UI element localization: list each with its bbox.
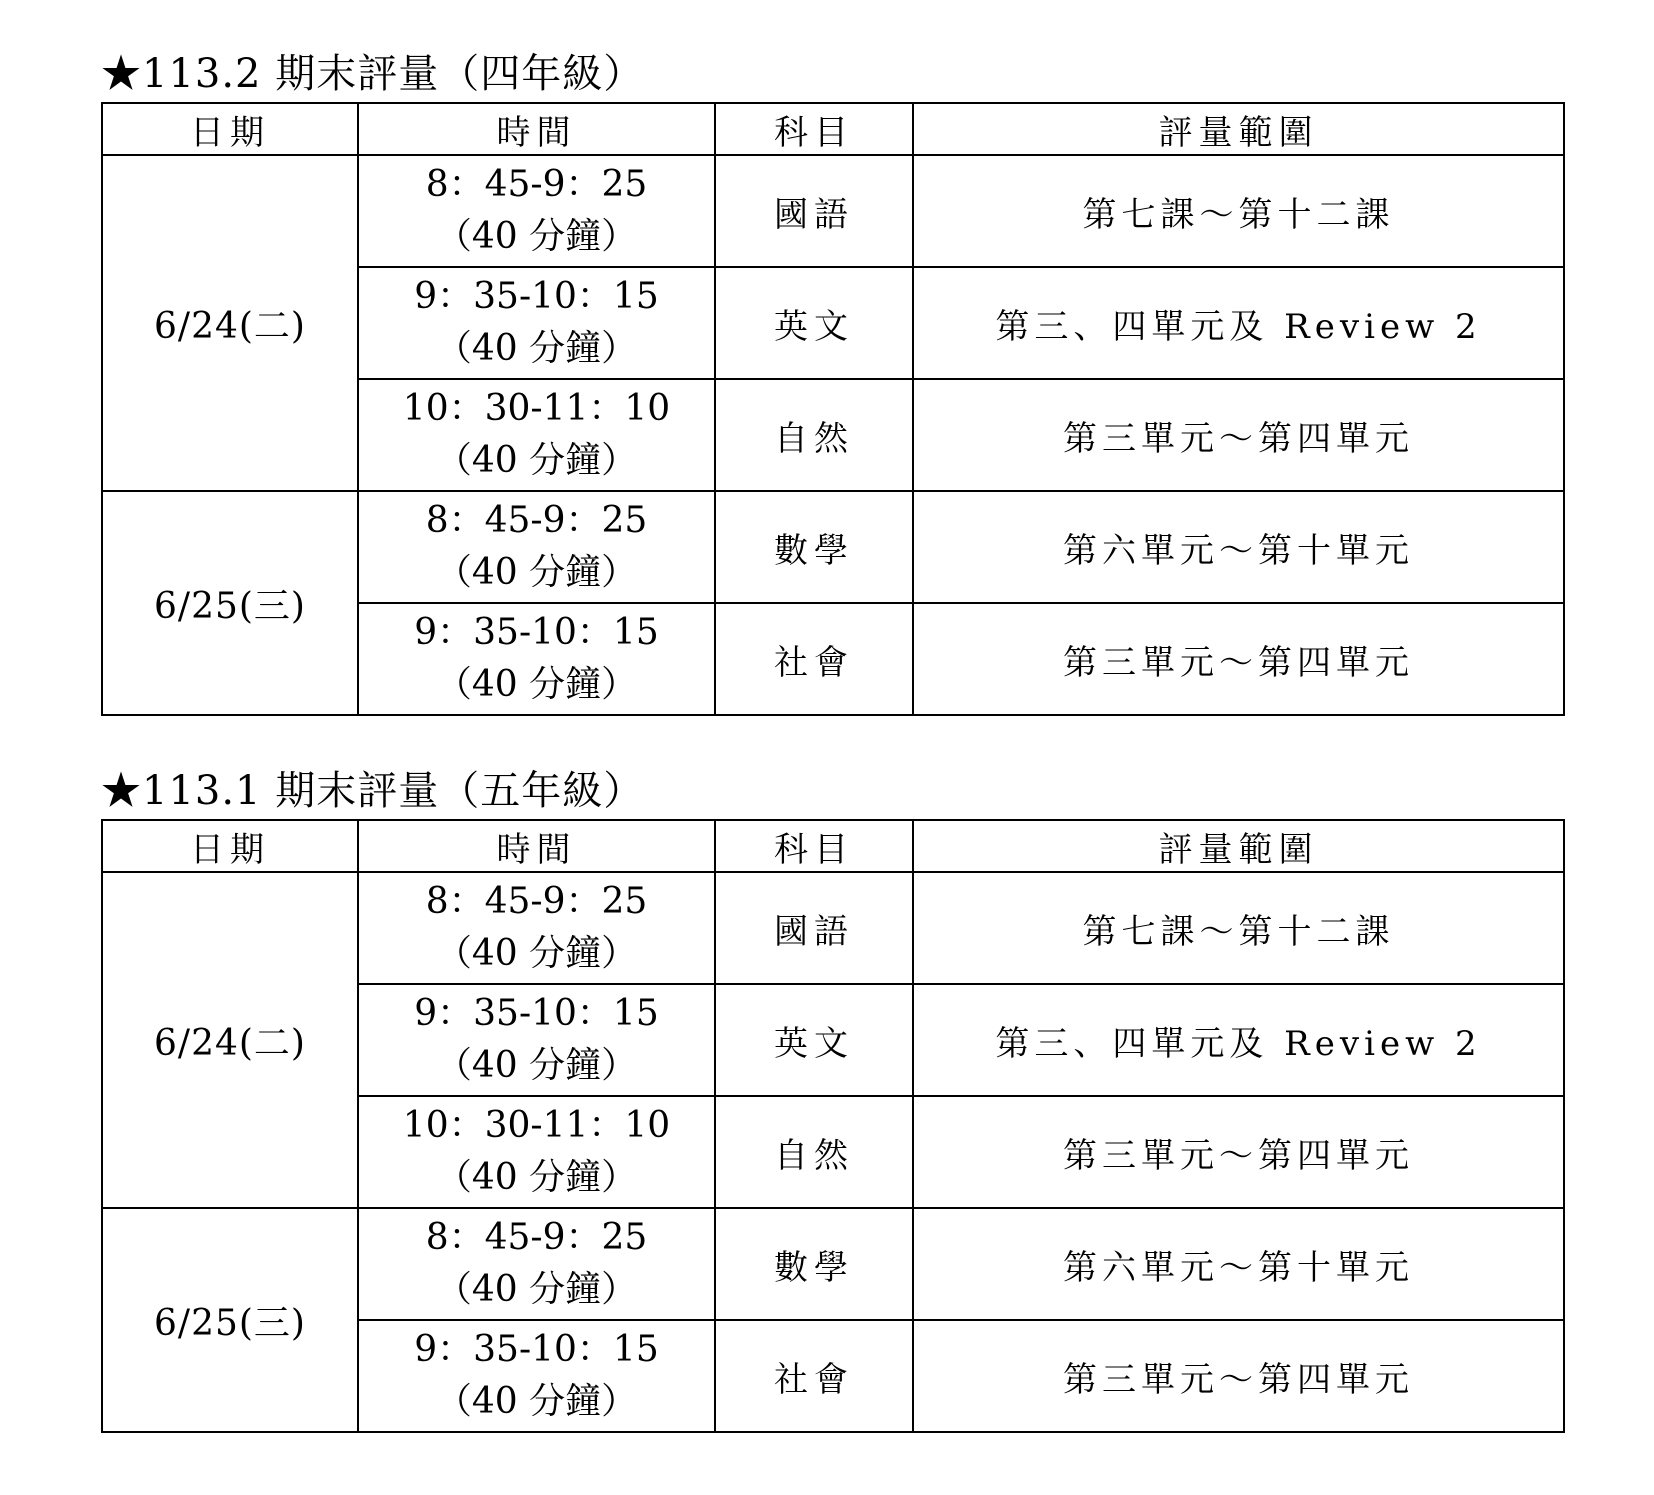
date-cell: 6/25(三) [102, 1208, 358, 1432]
schedule-table [101, 102, 1565, 716]
time-cell [358, 1208, 715, 1320]
header-time: 時間 [358, 820, 715, 872]
table-row [102, 872, 1564, 984]
time-duration: （40 分鐘） [435, 1045, 638, 1086]
schedule-title: ★113.2 期末評量（四年級） [101, 51, 645, 97]
time-duration: （40 分鐘） [435, 552, 638, 593]
time-duration: （40 分鐘） [435, 933, 638, 974]
time-range: 9：35-10：15 [414, 612, 659, 653]
time-range: 9：35-10：15 [414, 1329, 659, 1370]
time-duration: （40 分鐘） [435, 1157, 638, 1198]
header-subject: 科目 [715, 820, 913, 872]
time-cell [358, 267, 715, 379]
time-duration: （40 分鐘） [435, 440, 638, 481]
header-scope: 評量範圍 [913, 103, 1564, 155]
schedule-grade4 [101, 46, 1563, 716]
scope-cell: 第三、四單元及 Review 2 [913, 984, 1564, 1096]
scope-cell: 第三單元～第四單元 [913, 1096, 1564, 1208]
subject-cell: 英文 [715, 267, 913, 379]
header-date: 日期 [102, 820, 358, 872]
scope-cell: 第六單元～第十單元 [913, 1208, 1564, 1320]
time-cell [358, 155, 715, 267]
time-cell [358, 872, 715, 984]
time-duration: （40 分鐘） [435, 1381, 638, 1422]
time-range: 9：35-10：15 [414, 993, 659, 1034]
time-duration: （40 分鐘） [435, 328, 638, 369]
date-cell: 6/24(二) [102, 155, 358, 491]
subject-cell: 社會 [715, 603, 913, 715]
time-cell [358, 491, 715, 603]
scope-cell: 第三單元～第四單元 [913, 1320, 1564, 1432]
table-row [102, 491, 1564, 603]
scope-cell: 第六單元～第十單元 [913, 491, 1564, 603]
time-cell [358, 379, 715, 491]
header-time: 時間 [358, 103, 715, 155]
time-duration: （40 分鐘） [435, 216, 638, 257]
time-range: 10：30-11：10 [402, 1105, 671, 1146]
time-cell [358, 984, 715, 1096]
header-scope: 評量範圍 [913, 820, 1564, 872]
scope-cell: 第三單元～第四單元 [913, 603, 1564, 715]
subject-cell: 自然 [715, 379, 913, 491]
scope-cell: 第七課～第十二課 [913, 872, 1564, 984]
time-range: 8：45-9：25 [425, 164, 648, 205]
scope-cell: 第七課～第十二課 [913, 155, 1564, 267]
subject-cell: 數學 [715, 491, 913, 603]
table-row [102, 1208, 1564, 1320]
scope-cell: 第三、四單元及 Review 2 [913, 267, 1564, 379]
schedule-table [101, 819, 1565, 1433]
subject-cell: 社會 [715, 1320, 913, 1432]
date-cell: 6/24(二) [102, 872, 358, 1208]
subject-cell: 國語 [715, 872, 913, 984]
time-range: 8：45-9：25 [425, 1217, 648, 1258]
time-range: 8：45-9：25 [425, 881, 648, 922]
schedule-grade5 [101, 763, 1563, 1433]
scope-cell: 第三單元～第四單元 [913, 379, 1564, 491]
schedule-title: ★113.1 期末評量（五年級） [101, 768, 645, 814]
header-row [102, 820, 1564, 872]
subject-cell: 國語 [715, 155, 913, 267]
subject-cell: 英文 [715, 984, 913, 1096]
subject-cell: 數學 [715, 1208, 913, 1320]
header-row [102, 103, 1564, 155]
time-range: 8：45-9：25 [425, 500, 648, 541]
time-cell [358, 1096, 715, 1208]
subject-cell: 自然 [715, 1096, 913, 1208]
time-duration: （40 分鐘） [435, 1269, 638, 1310]
time-range: 10：30-11：10 [402, 388, 671, 429]
time-duration: （40 分鐘） [435, 664, 638, 705]
time-cell [358, 1320, 715, 1432]
header-subject: 科目 [715, 103, 913, 155]
time-cell [358, 603, 715, 715]
header-date: 日期 [102, 103, 358, 155]
time-range: 9：35-10：15 [414, 276, 659, 317]
table-row [102, 155, 1564, 267]
date-cell: 6/25(三) [102, 491, 358, 715]
